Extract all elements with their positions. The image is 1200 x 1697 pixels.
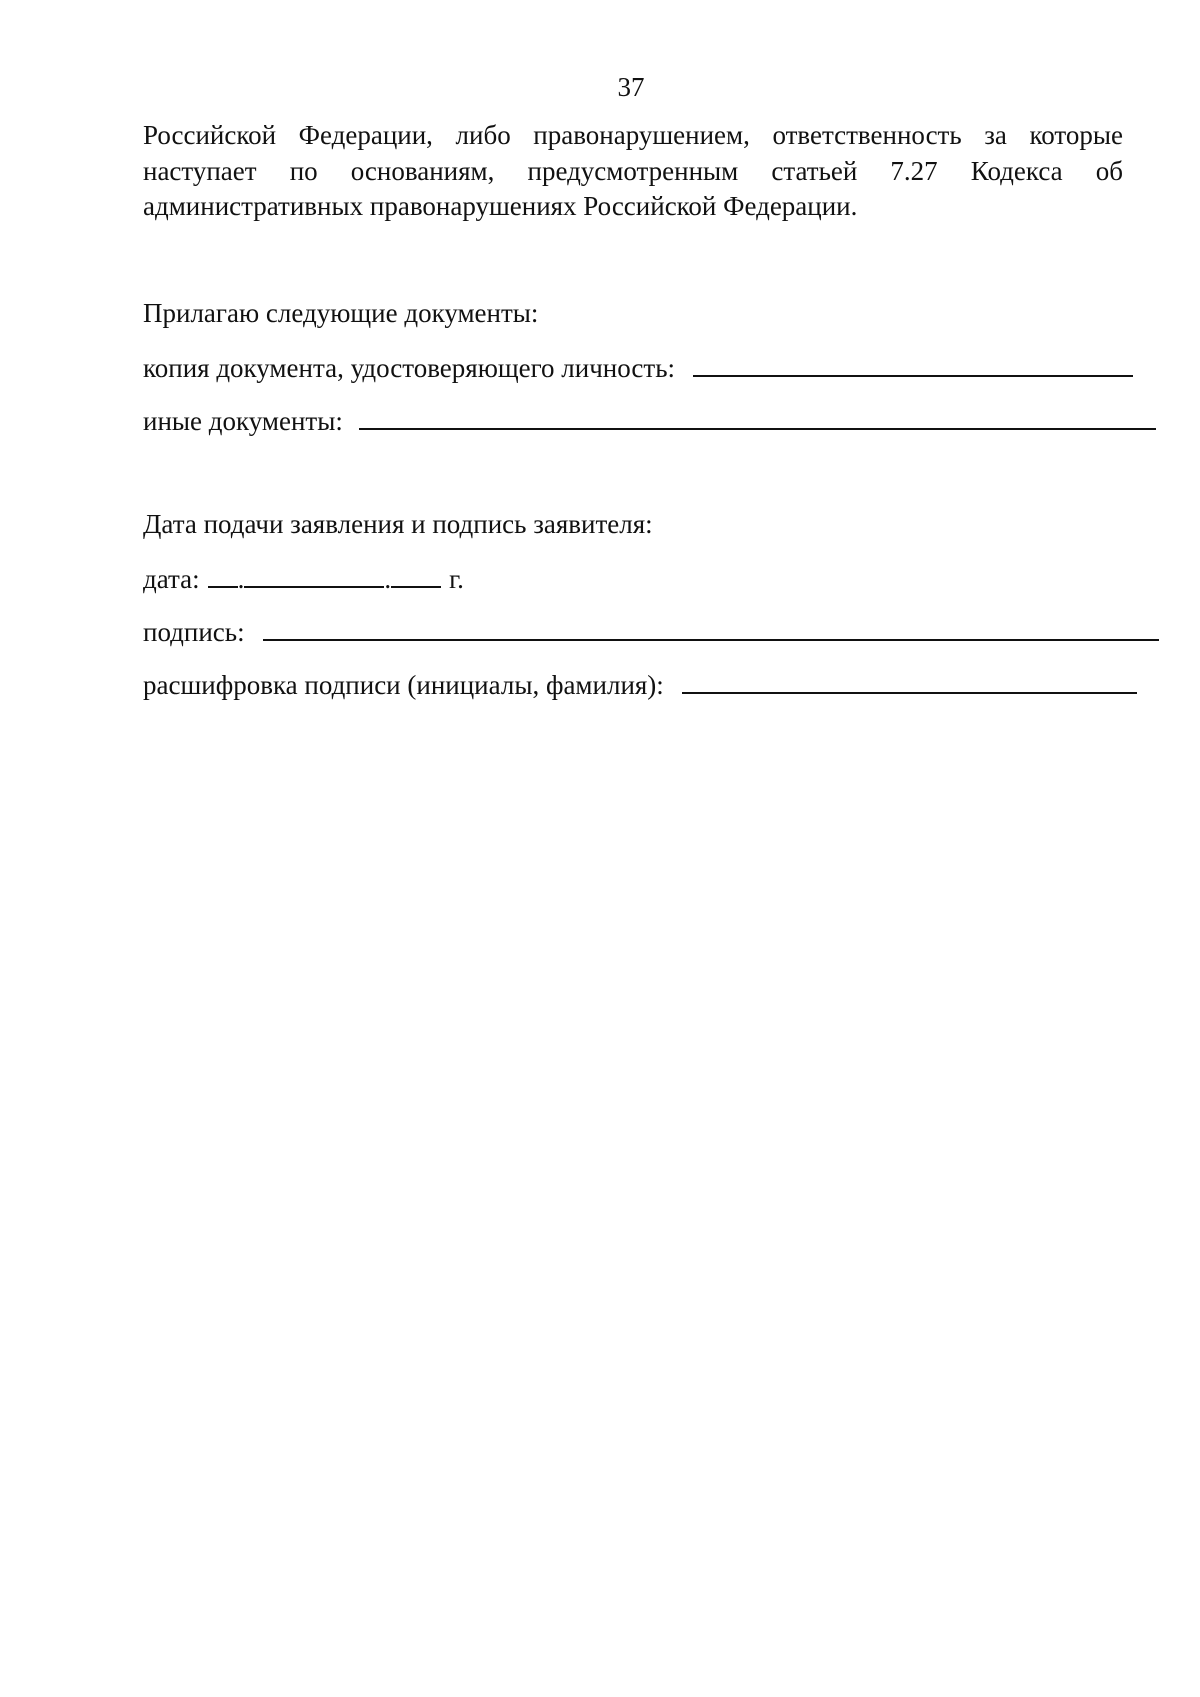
signature-field[interactable]: [263, 613, 1159, 641]
id-copy-label: копия документа, удостоверяющего личность:: [143, 353, 676, 383]
signature-decoding-label: расшифровка подписи (инициалы, фамилия):: [143, 670, 664, 700]
date-day-field[interactable]: [208, 560, 238, 588]
date-label: дата:: [143, 564, 200, 594]
signature-row: [143, 613, 1159, 648]
page-number: 37: [617, 72, 645, 102]
continued-paragraph: [143, 118, 1123, 225]
date-separator: .: [237, 564, 245, 594]
date-month-field[interactable]: [244, 560, 384, 588]
other-docs-row: [143, 402, 1156, 437]
date-separator: .: [384, 564, 392, 594]
id-copy-field[interactable]: [693, 349, 1133, 377]
date-year-suffix: г.: [449, 564, 464, 594]
signature-decoding-row: [143, 666, 1137, 701]
submission-heading-row: [143, 508, 653, 540]
paragraph-line: административных правонарушениях Российской Федерации.: [143, 191, 858, 221]
submission-heading: Дата подачи заявления и подпись заявителя:: [143, 509, 653, 539]
paragraph-line: наступает по основаниям, предусмотренным статьей 7.27 Кодекса об: [143, 155, 1123, 186]
other-docs-field[interactable]: [359, 402, 1156, 430]
signature-label: подпись:: [143, 617, 245, 647]
other-docs-label: иные документы:: [143, 406, 343, 436]
attachments-heading: Прилагаю следующие документы:: [143, 298, 539, 328]
id-copy-row: [143, 349, 1133, 384]
date-row: [143, 560, 464, 595]
attachments-heading-row: [143, 297, 538, 329]
signature-decoding-field[interactable]: [682, 666, 1137, 694]
paragraph-line: Российской Федерации, либо правонарушением, ответственность за которые: [143, 120, 1123, 150]
date-year-field[interactable]: [391, 560, 441, 588]
